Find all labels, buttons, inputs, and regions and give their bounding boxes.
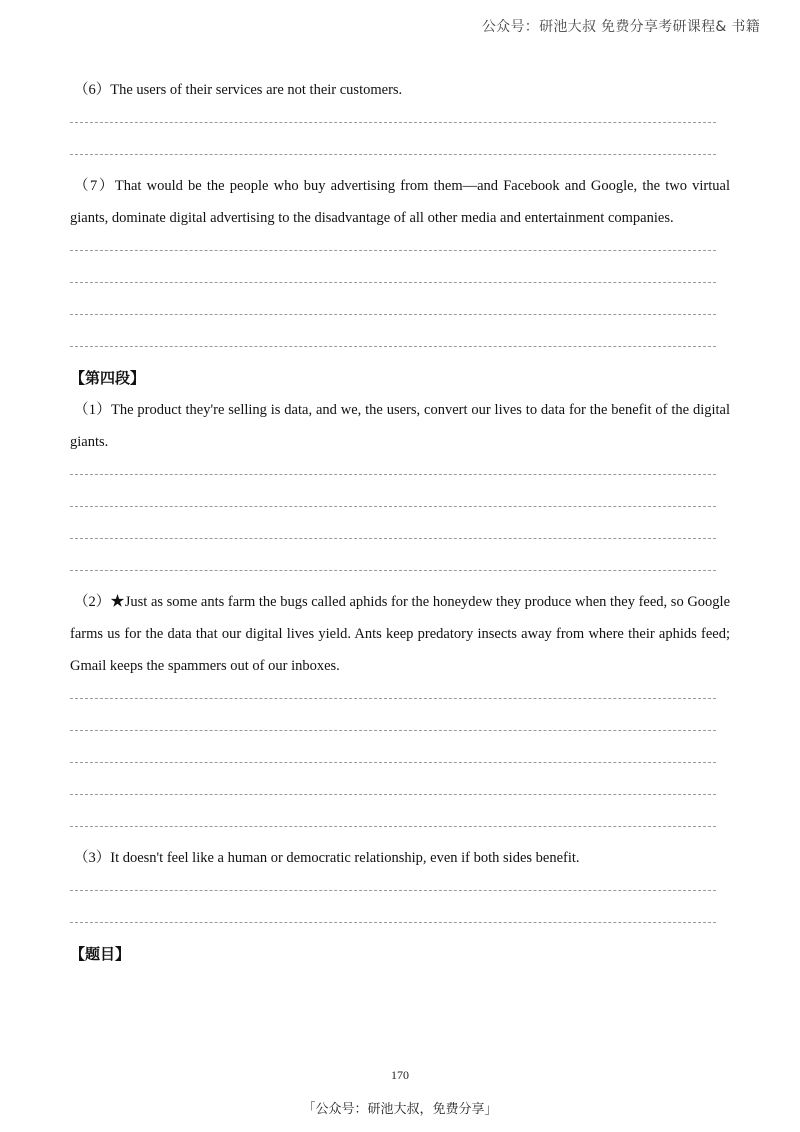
sentence-content: The users of their services are not their customers. [110,82,403,98]
header-watermark-text: 公众号：研池大叔 免费分享考研课程& 书籍 [481,19,760,35]
answer-line[interactable] [70,810,730,842]
sentence-content: That would be the people who buy advertising from them—and Facebook and Google, the two virtual giants, dominate digital advertising to the disadvantage of all other media and entertainment companies. [70,178,730,226]
answer-line[interactable] [70,234,730,266]
sentence-content: ★Just as some ants farm the bugs called aphids for the honeydew they produce when they feed, so Google farms us for the data that our digital lives yield. Ants keep predatory insects away from where their aphids feed; Gmail keeps the spammers out of our inboxes. [70,594,731,674]
sentence-number: （2） [74,594,111,610]
page-number: 170 [391,1068,409,1082]
answer-line[interactable] [70,330,730,362]
answer-lines [70,106,730,170]
sentence-text [70,842,730,874]
sentence-block-p3-7 [70,170,730,362]
answer-line[interactable] [70,106,730,138]
answer-line[interactable] [70,490,730,522]
section-title-questions: 【题目】 [70,945,131,963]
answer-lines [70,682,730,842]
sentence-text [70,394,730,458]
answer-line[interactable] [70,714,730,746]
sentence-content: The product they're selling is data, and we, the users, convert our lives to data for the benefit of the digital giants. [70,402,730,450]
answer-line[interactable] [70,138,730,170]
section-title-paragraph-4: 【第四段】 [70,369,146,387]
answer-lines [70,874,730,938]
answer-line[interactable] [70,682,730,714]
sentence-number: （6） [74,82,111,98]
sentence-number: （1） [74,402,111,418]
sentence-number: （7） [74,178,115,194]
answer-line[interactable] [70,458,730,490]
answer-lines [70,458,730,586]
answer-lines [70,234,730,362]
answer-line[interactable] [70,906,730,938]
answer-line[interactable] [70,746,730,778]
document-body [70,74,730,970]
answer-line[interactable] [70,778,730,810]
sentence-block-p4-1 [70,394,730,586]
sentence-block-p3-6 [70,74,730,170]
sentence-block-p4-2 [70,586,730,842]
sentence-text [70,170,730,234]
answer-line[interactable] [70,522,730,554]
sentence-text [70,586,730,682]
sentence-content: It doesn't feel like a human or democratic relationship, even if both sides benefit. [110,850,580,866]
answer-line[interactable] [70,554,730,586]
footer-watermark-text: 「公众号：研池大叔，免费分享」 [302,1102,498,1117]
answer-line[interactable] [70,298,730,330]
sentence-block-p4-3 [70,842,730,938]
sentence-text [70,74,730,106]
answer-line[interactable] [70,266,730,298]
sentence-number: （3） [74,850,111,866]
answer-line[interactable] [70,874,730,906]
